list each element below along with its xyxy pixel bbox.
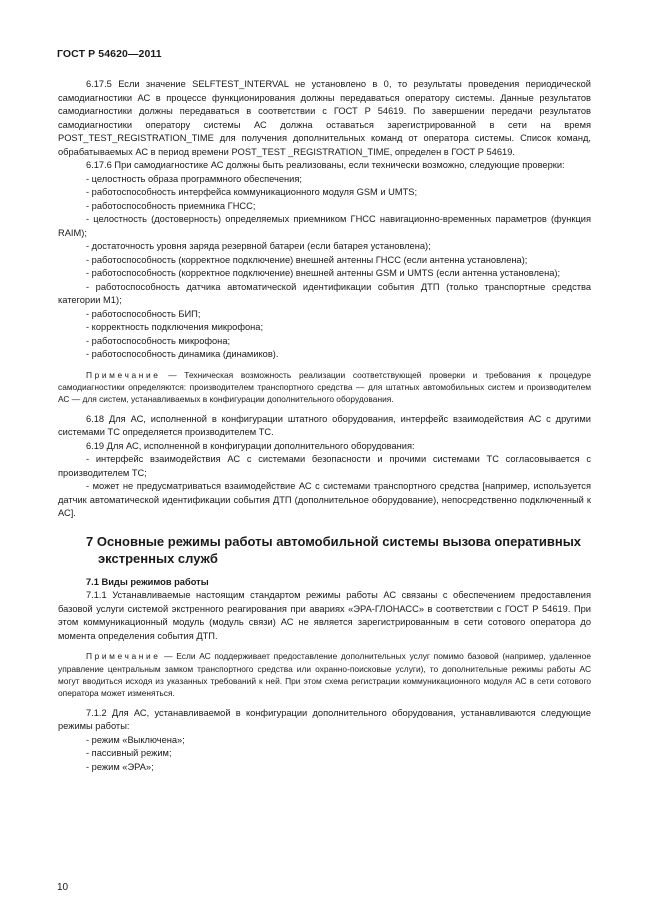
page-number: 10	[57, 882, 69, 893]
list-item: - может не предусматриваться взаимодействие АС с системами транспортного средства [например, используется датчик автоматической идентификации события ДТП (дополнительное оборудование), непосредственно подключенный к АС].	[58, 481, 591, 519]
list-item: - работоспособность интерфейса коммуникационного модуля GSM и UMTS;	[86, 187, 418, 197]
list-item: - интерфейс взаимодействия АС с системами безопасности и прочими системами ТС согласовывается с производителем ТС;	[58, 454, 591, 478]
heading-line-1: 7 Основные режимы работы автомобильной системы вызова оперативных	[86, 533, 582, 549]
list-item: - целостность образа программного обеспечения;	[86, 173, 302, 184]
paragraph-6-17-6: 6.17.6 При самодиагностике АС должны быть реализованы, если технически возможно, следующие проверки:	[86, 160, 565, 170]
modes-list	[58, 734, 591, 775]
paragraph-7-1-2: 7.1.2 Для АС, устанавливаемой в конфигурации дополнительного оборудования, устанавливаются следующие режимы работы:	[58, 707, 591, 732]
note-1	[58, 369, 591, 406]
list-item: - корректность подключения микрофона;	[86, 322, 264, 332]
section-heading-7-1: 7.1 Виды режимов работы	[86, 576, 209, 587]
list-item: - режим «Выключена»;	[86, 734, 185, 745]
note-text: — Техническая возможность реализации соответствующей проверки и требования к процедуре самодиагностики определяются: производителем транспортного средства — для штатных автомобильных систем и производителем АС — для систем, устанавливаемых в конфигурации дополнительного оборудования.	[58, 369, 591, 405]
list-item: - работоспособность динамика (динамиков).	[86, 349, 279, 359]
page-header-title: ГОСТ Р 54620—2011	[57, 48, 162, 60]
list-item: - работоспособность БИП;	[86, 308, 201, 319]
list-item: - работоспособность (корректное подключение) внешней антенны ГНСС (если антенна установлена);	[86, 254, 528, 265]
list-item: - работоспособность датчика автоматической идентификации события ДТП (только транспортные средства категории М1);	[58, 281, 591, 305]
list-item: - режим «ЭРА»;	[86, 761, 154, 772]
section-heading-7	[58, 533, 591, 567]
note-text: — Если АС поддерживает предоставление дополнительных услуг помимо базовой (например, удаленное управление центральным замком транспортного средства или охранно-поисковые услуги), то дополнительные режимы работы АС могут вводиться исходя из указанных требований к ней. При этом схема регистрации коммуникационного модуля АС в сети сотового оператора может изменяться.	[58, 651, 591, 699]
document-body	[58, 78, 591, 774]
list-item: - достаточность уровня заряда резервной батареи (если батарея установлена);	[86, 241, 431, 251]
note-label: Примечание	[86, 651, 161, 662]
heading-line-2: экстренных служб	[98, 550, 218, 566]
paragraph-6-19: 6.19 Для АС, исполненной в конфигурации дополнительного оборудования:	[86, 440, 415, 451]
list-item: - работоспособность микрофона;	[86, 335, 231, 346]
list-item: - пассивный режим;	[86, 748, 172, 759]
paragraph-6-17-5: 6.17.5 Если значение SELFTEST_INTERVAL не установлено в 0, то результаты проведения периодической самодиагностики АС в процессе функционирования должны передаваться оператору системы. Данные результатов самодиагностики должны передаваться в соответствии с ГОСТ Р 54619. По завершении передачи результатов самодиагностики оператору системы АС должна оставаться зарегистрированной в сети на время POST_TEST_REGISTRATION_TIME для получения дополнительных команд от оператора системы. Список команд, обрабатываемых АС в период времени POST_TEST _REGISTRATION_TIME, определен в ГОСТ Р 54619.	[58, 79, 591, 157]
paragraph-6-18: 6.18 Для АС, исполненной в конфигурации штатного оборудования, интерфейс взаимодействия АС с другими системами ТС определяется производителем ТС.	[58, 413, 591, 438]
list-item: - работоспособность (корректное подключение) внешней антенны GSM и UMTS (если антенна установлена);	[86, 268, 561, 278]
list-item: - целостность (достоверность) определяемых приемником ГНСС навигационно-временных параметров (функция RAIM);	[58, 214, 591, 238]
paragraph-7-1-1: 7.1.1 Устанавливаемые настоящим стандартом режимы работы АС связаны с обеспечением предоставления базовой услуги системой экстренного реагирования при авариях «ЭРА-ГЛОНАСС» в соответствии с ГОСТ Р 54619. При этом коммуникационный модуль (модуль связи) АС не является зарегистрированным в сети сотового оператора до момента определения события ДТП.	[58, 590, 591, 641]
note-2	[58, 650, 591, 700]
note-label: Примечание	[86, 369, 161, 380]
list-item: - работоспособность приемника ГНСС;	[86, 200, 256, 211]
checks-list	[58, 173, 591, 362]
